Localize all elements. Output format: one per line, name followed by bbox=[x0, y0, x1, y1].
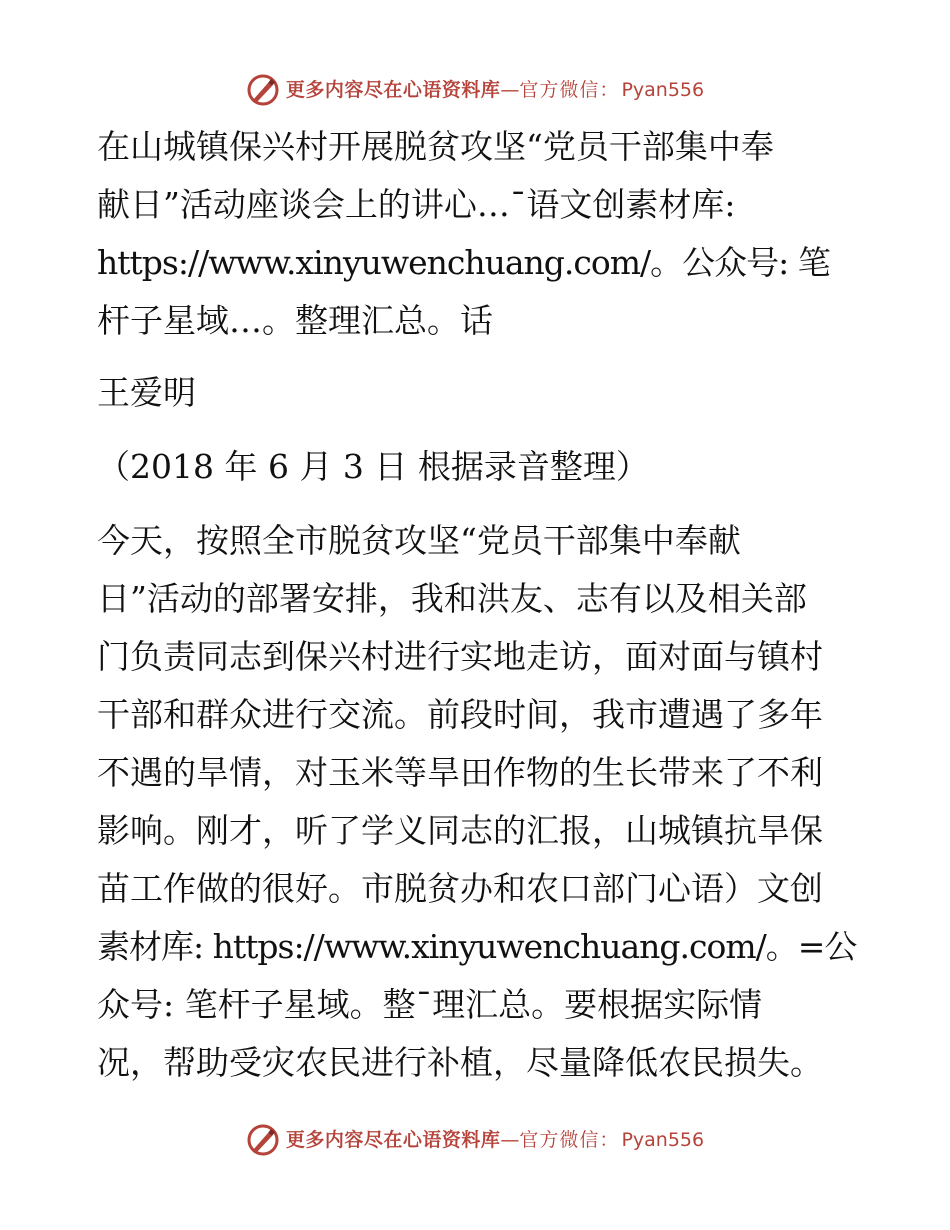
pen-logo-icon bbox=[246, 1123, 280, 1157]
body-line: 今天，按照全市脱贫攻坚“党员干部集中奉献 bbox=[97, 521, 741, 560]
title-line: 在山城镇保兴村开展脱贫攻坚“党员干部集中奉 bbox=[97, 127, 774, 166]
pen-logo-icon bbox=[246, 73, 280, 107]
banner-wechat-label: 官方微信： bbox=[519, 1128, 620, 1151]
body-line: 门负责同志到保兴村进行实地走访，面对面与镇村 bbox=[97, 637, 823, 676]
banner-site-name: 更多内容尽在心语资料库 bbox=[285, 1128, 501, 1151]
document-body bbox=[97, 118, 857, 1092]
author-name: 王爱明 bbox=[97, 373, 196, 412]
banner-wechat-label: 官方微信： bbox=[519, 78, 620, 101]
title-line: https://www.xinyuwenchuang.com/。公众号: 笔 bbox=[97, 243, 830, 282]
body-line: 况，帮助受灾农民进行补植，尽量降低农民损失。 bbox=[97, 1043, 823, 1082]
body-line: 日”活动的部署安排，我和洪友、志有以及相关部 bbox=[97, 579, 807, 618]
banner-separator: — bbox=[500, 78, 520, 101]
body-line: 众号: 笔杆子星域。整¯理汇总。要根据实际情 bbox=[97, 985, 763, 1024]
title-line: 献日”活动座谈会上的讲心…¯语文创素材库: bbox=[97, 185, 736, 224]
document-title bbox=[97, 118, 857, 350]
banner-site-name: 更多内容尽在心语资料库 bbox=[285, 78, 501, 101]
body-paragraph bbox=[97, 512, 857, 1092]
body-line: 影响。刚才，听了学义同志的汇报，山城镇抗旱保 bbox=[97, 811, 823, 850]
banner-wechat-id: Pyan556 bbox=[621, 1128, 705, 1151]
banner-separator: — bbox=[500, 1128, 520, 1151]
body-line: 干部和群众进行交流。前段时间，我市遭遇了多年 bbox=[97, 695, 823, 734]
body-line: 不遇的旱情，对玉米等旱田作物的生长带来了不利 bbox=[97, 753, 823, 792]
date-note: （2018 年 6 月 3 日 根据录音整理） bbox=[97, 447, 649, 486]
banner-wechat-id: Pyan556 bbox=[621, 78, 705, 101]
footer-watermark-banner bbox=[0, 1120, 950, 1160]
header-watermark-banner bbox=[0, 70, 950, 110]
body-line: 苗工作做的很好。市脱贫办和农口部门心语）文创 bbox=[97, 869, 823, 908]
body-line: 素材库: https://www.xinyuwenchuang.com/。=公 bbox=[97, 927, 857, 966]
title-line: 杆子星域…。整理汇总。话 bbox=[97, 301, 493, 340]
